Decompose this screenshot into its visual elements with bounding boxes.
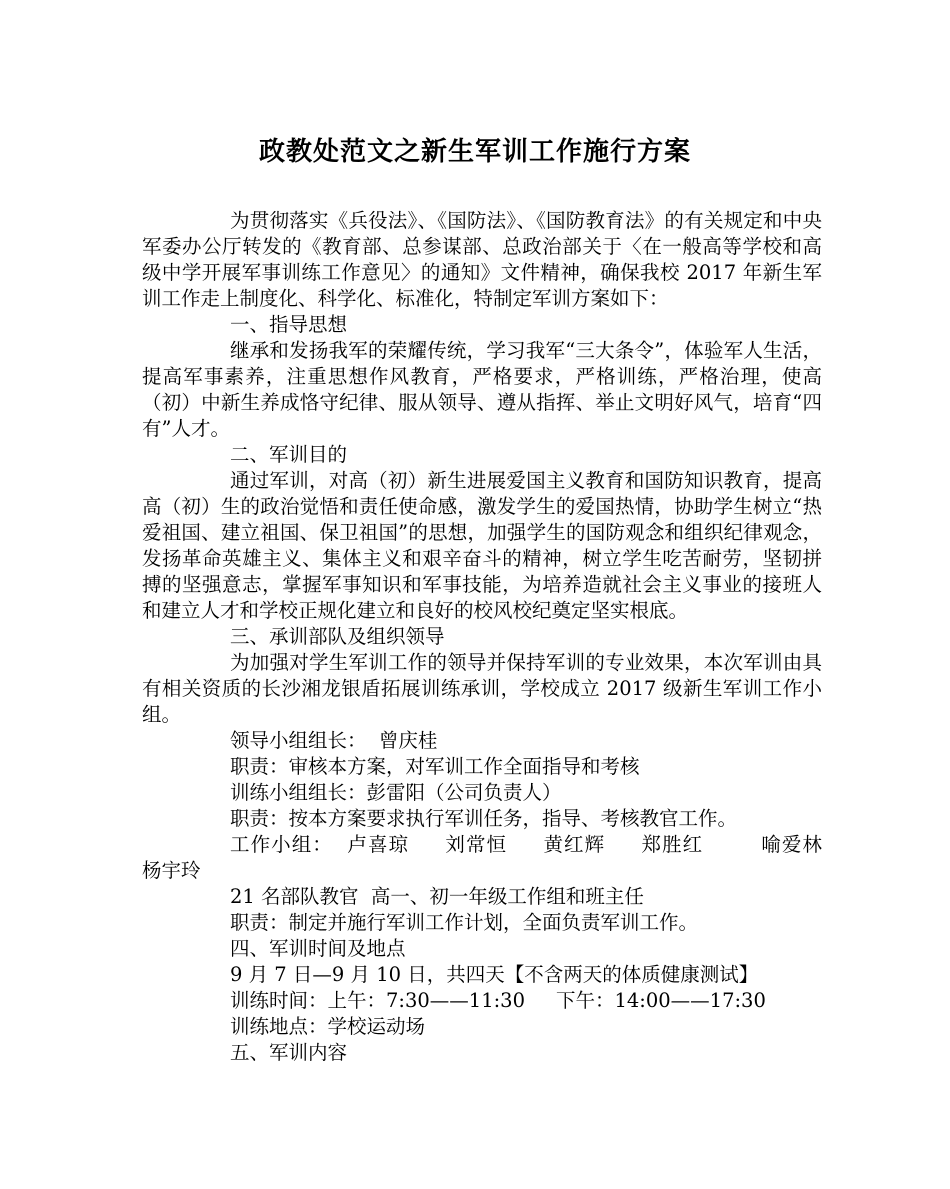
- heading-time-place: 四、军训时间及地点: [230, 937, 406, 960]
- instructors-line: 21 名部队教官 高一、初一年级工作组和班主任: [230, 885, 644, 908]
- paragraph-intro: 为贯彻落实《兵役法》、《国防法》、《国防教育法》的有关规定和中央军委办公厅转发的《教育部、总参谋部、总政治部关于〈在一般高等学校和高级中学开展军事训练工作意见〉的通知》文件精神，确保我校 2017 年新生军训工作走上制度化、科学化、标准化，特制定军训方案如下：: [142, 209, 822, 310]
- heading-training-purpose: 二、军训目的: [230, 443, 348, 466]
- heading-guiding-ideology: 一、指导思想: [230, 313, 348, 336]
- work-group-duty: 职责：制定并施行军训工作计划，全面负责军训工作。: [230, 911, 699, 934]
- heading-training-unit: 三、承训部队及组织领导: [230, 625, 445, 648]
- document-body: [142, 208, 853, 1066]
- paragraph-guiding-ideology: 继承和发扬我军的荣耀传统，学习我军“三大条令”，体验军人生活，提高军事素养，注重思想作风教育，严格要求，严格训练，严格治理，使高（初）中新生养成恪守纪律、服从领导、遵从指挥、举止文明好风气，培育“四有”人才。: [142, 339, 822, 440]
- leader-group-duty: 职责：审核本方案，对军训工作全面指导和考核: [230, 755, 640, 778]
- training-hours: 训练时间：上午：7:30——11:30 下午：14:00——17:30: [230, 989, 766, 1012]
- heading-training-content: 五、军训内容: [230, 1041, 348, 1064]
- paragraph-training-purpose: 通过军训，对高（初）新生进展爱国主义教育和国防知识教育，提高高（初）生的政治觉悟和责任使命感，激发学生的爱国热情，协助学生树立“热爱祖国、建立祖国、保卫祖国”的思想，加强学生的国防观念和组织纪律观念，发扬革命英雄主义、集体主义和艰辛奋斗的精神，树立学生吃苦耐劳，坚韧拼搏的坚强意志，掌握军事知识和军事技能，为培养造就社会主义事业的接班人和建立人才和学校正规化建立和良好的校风校纪奠定坚实根底。: [142, 469, 822, 622]
- training-group-duty: 职责：按本方案要求执行军训任务，指导、考核教官工作。: [230, 807, 738, 830]
- training-dates: 9 月 7 日—9 月 10 日，共四天【不含两天的体质健康测试】: [230, 963, 759, 986]
- training-group-head: 训练小组组长：彭雷阳（公司负责人）: [230, 781, 562, 804]
- work-group-members: 工作小组： 卢喜琼 刘常恒 黄红辉 郑胜红 喻爱林 杨宇玲: [142, 833, 853, 882]
- paragraph-training-unit: 为加强对学生军训工作的领导并保持军训的专业效果，本次军训由具有相关资质的长沙湘龙银盾拓展训练承训，学校成立 2017 级新生军训工作小组。: [142, 651, 822, 726]
- leader-group-head: 领导小组组长： 曾庆桂: [230, 729, 438, 752]
- training-location: 训练地点：学校运动场: [230, 1015, 426, 1038]
- document-title: 政教处范文之新生军训工作施行方案: [258, 137, 691, 167]
